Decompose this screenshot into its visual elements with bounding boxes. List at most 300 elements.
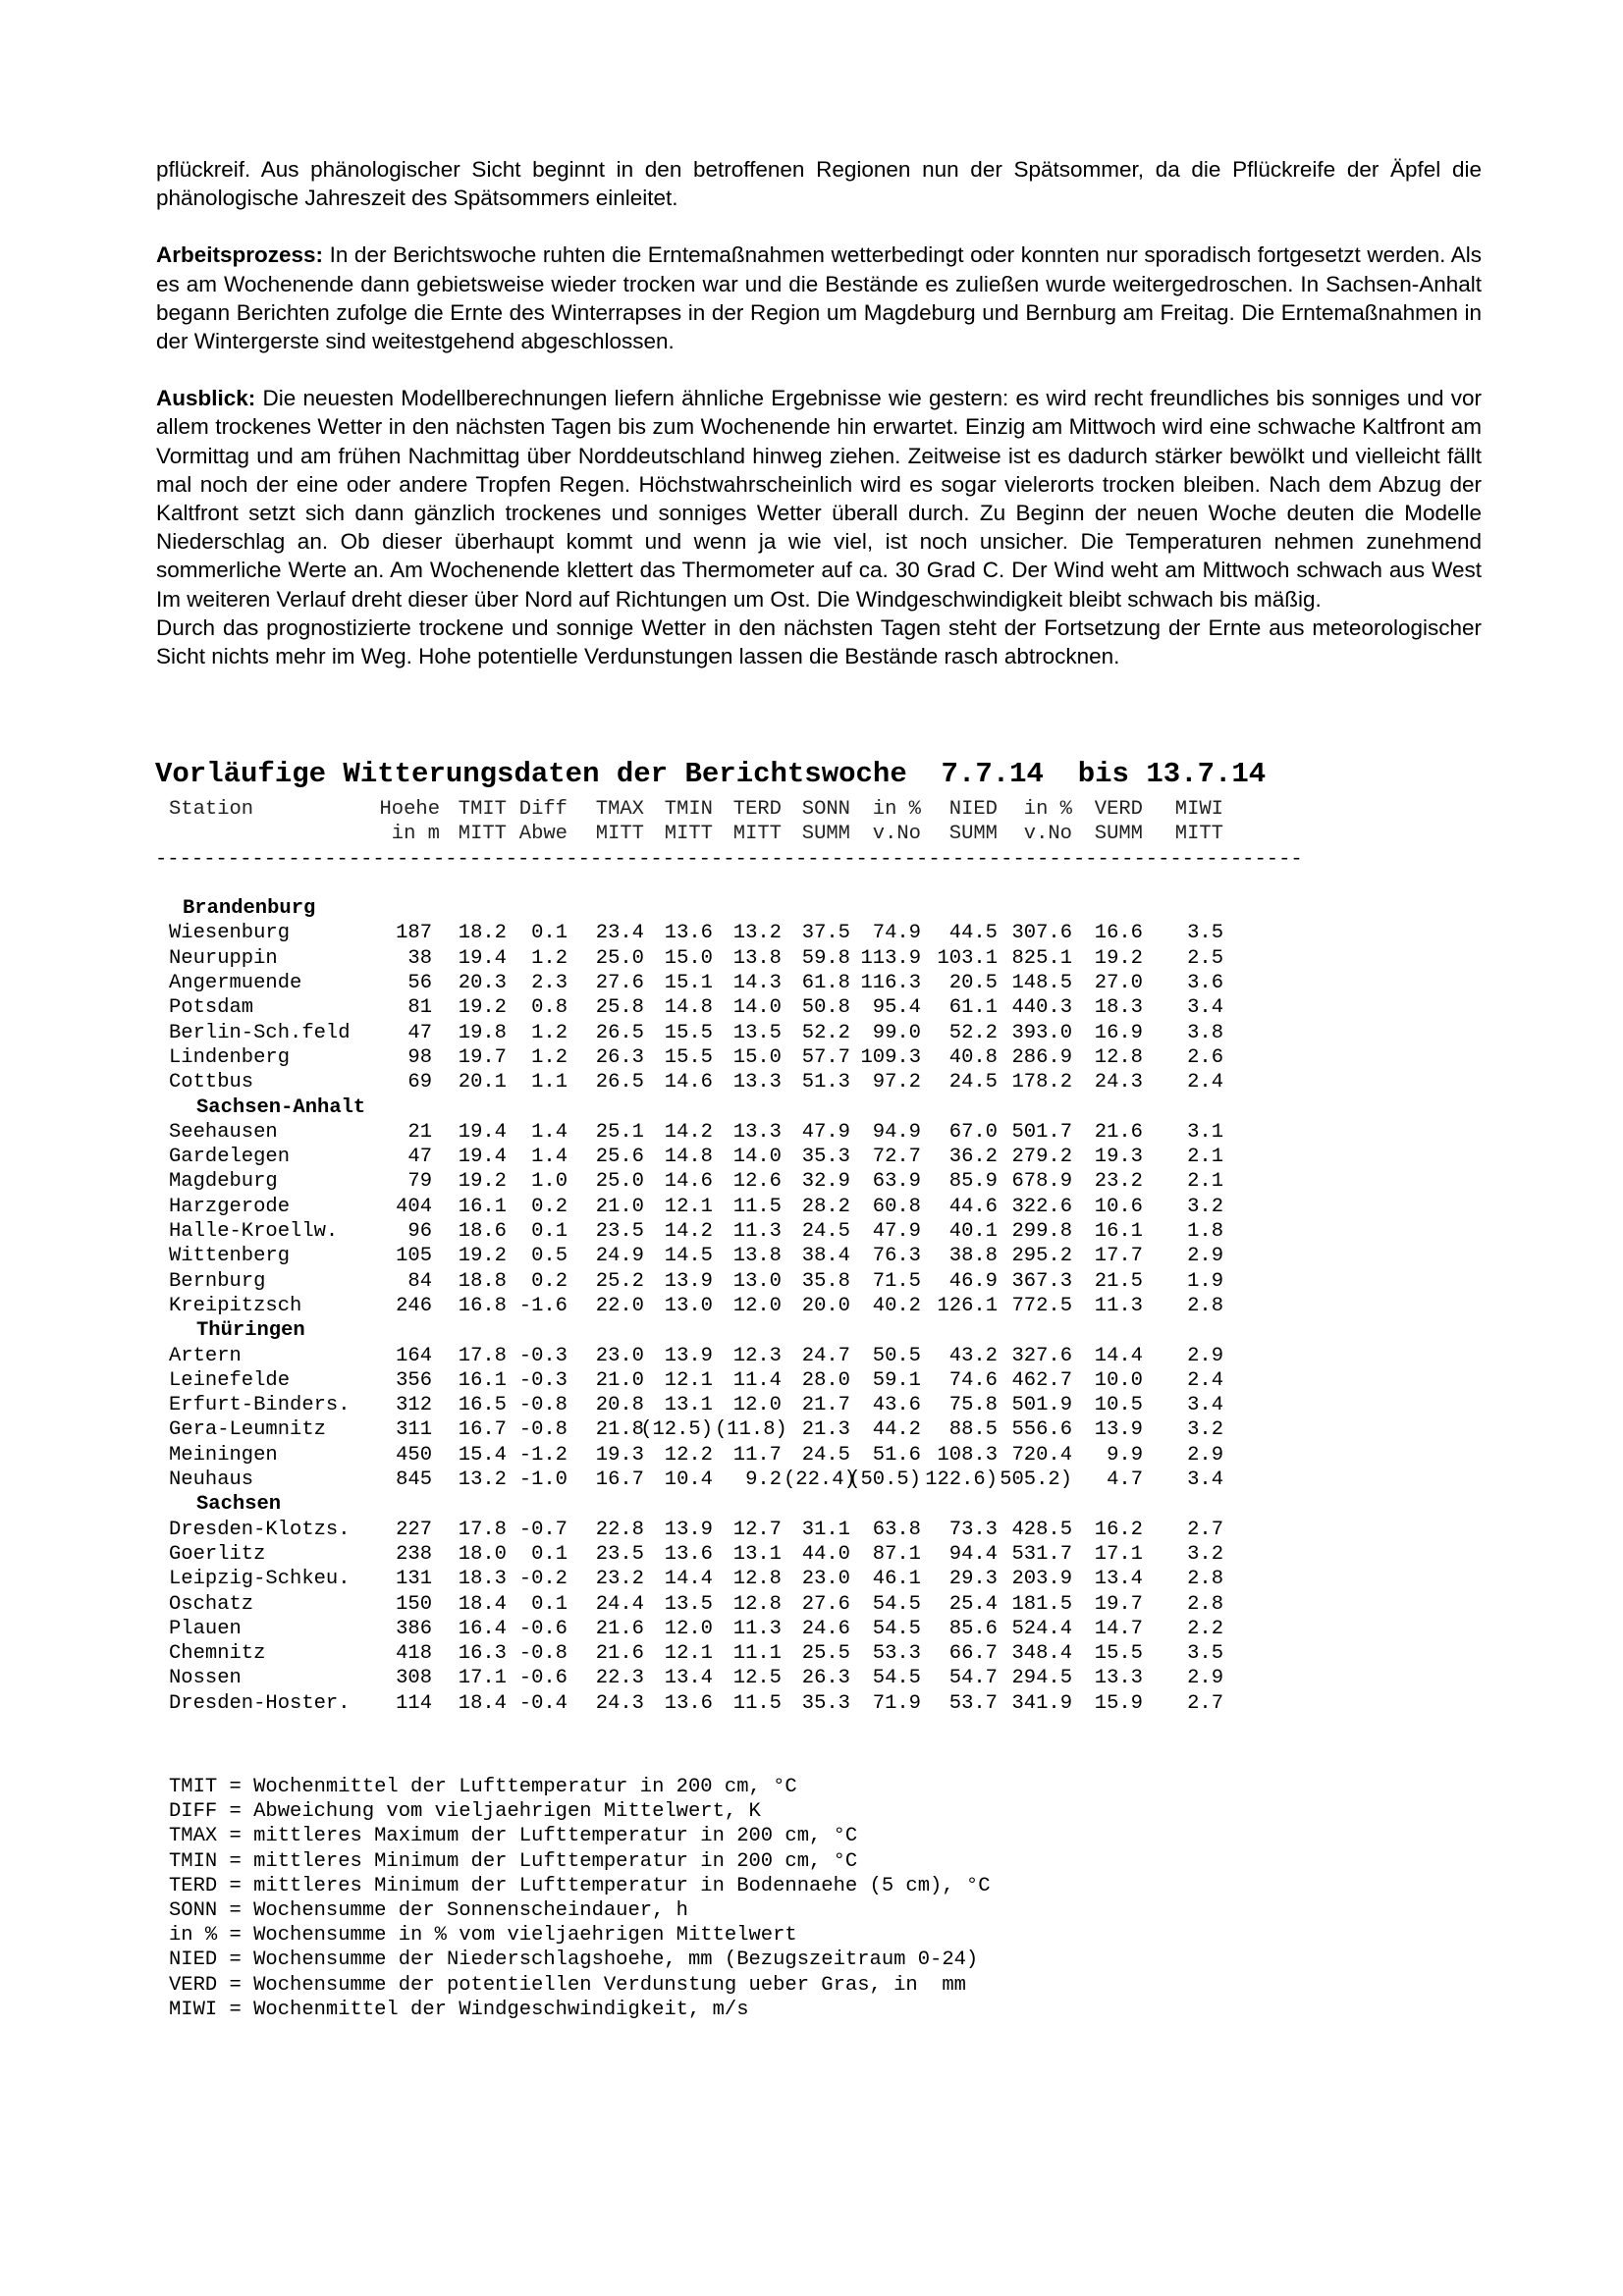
table-row-nied: 54.7	[948, 1667, 998, 1690]
table-row-hoehe: 187	[396, 922, 432, 945]
table-row-tmit: 16.8	[458, 1294, 507, 1317]
table-row-diff: 0.5	[531, 1245, 568, 1268]
paragraph-ausblick	[156, 384, 1482, 614]
table-row-tmit: 19.2	[458, 1245, 507, 1268]
table-row-tmin: 13.6	[664, 1542, 713, 1566]
table-row-verd: 13.4	[1094, 1568, 1143, 1591]
table-row-hoehe: 238	[396, 1542, 432, 1566]
table-row-tmax: 16.7	[595, 1468, 644, 1492]
table-row-nied-pct: 678.9	[1011, 1170, 1072, 1194]
table-row-sonn: 24.5	[801, 1220, 850, 1244]
table-row-tmax: 23.5	[595, 1542, 644, 1566]
table-row-terd: 13.8	[732, 946, 782, 970]
table-row	[155, 1417, 1333, 1442]
table-row-nied: 61.1	[948, 996, 998, 1020]
table-row-station: Meiningen	[169, 1443, 278, 1467]
table-row-diff: -0.4	[518, 1691, 568, 1715]
table-row-sonn-pct: 51.6	[872, 1443, 921, 1467]
legend-line: MIWI = Wochenmittel der Windgeschwindigkeit, m/s	[169, 1998, 749, 2021]
table-row-nied: 20.5	[948, 972, 998, 995]
table-row-nied: 25.4	[948, 1592, 998, 1616]
table-row-station: Lindenberg	[169, 1045, 291, 1069]
header-subrow-verd: SUMM	[1094, 823, 1143, 846]
table-row	[155, 1641, 1333, 1666]
table-row-sonn-pct: 71.9	[872, 1691, 921, 1715]
table-row-nied-pct: 825.1	[1011, 946, 1072, 970]
ausblick-heading: Ausblick:	[156, 386, 256, 411]
table-row-nied: 67.0	[948, 1120, 998, 1144]
table-row-diff: 0.2	[531, 1195, 568, 1218]
table-row-tmin: 13.9	[664, 1269, 713, 1293]
table-row	[155, 1617, 1333, 1641]
region-name: Thüringen	[196, 1319, 305, 1343]
table-row-miwi: 2.8	[1187, 1592, 1223, 1616]
table-row	[155, 1294, 1333, 1318]
table-row-miwi: 2.1	[1187, 1170, 1223, 1194]
table-row-sonn: 24.6	[801, 1617, 850, 1640]
table-row-terd: 11.3	[732, 1220, 782, 1244]
table-row-terd: 11.5	[732, 1195, 782, 1218]
table-row-station: Magdeburg	[169, 1170, 278, 1194]
table-row-sonn: 50.8	[801, 996, 850, 1020]
table-row-nied-pct: 178.2	[1011, 1071, 1072, 1095]
table-row-tmax: 24.3	[595, 1691, 644, 1715]
table-row-tmax: 20.8	[595, 1394, 644, 1417]
table-row	[155, 1021, 1333, 1045]
table-row-verd: 11.3	[1094, 1294, 1143, 1317]
table-row-station: Oschatz	[169, 1592, 254, 1616]
legend-line: SONN = Wochensumme der Sonnenscheindauer, h	[169, 1899, 688, 1923]
table-row-sonn-pct: 63.9	[872, 1170, 921, 1194]
table-row-verd: 21.5	[1094, 1269, 1143, 1293]
table-row-tmax: 22.8	[595, 1518, 644, 1541]
table-row-tmit: 18.0	[458, 1542, 507, 1566]
table-row-miwi: 3.8	[1187, 1021, 1223, 1044]
table-row-terd: 13.3	[732, 1071, 782, 1095]
table-row-tmit: 19.8	[458, 1021, 507, 1044]
header-row-miwi: MIWI	[1174, 798, 1223, 821]
table-row-miwi: 1.8	[1187, 1220, 1223, 1244]
table-row-diff: -0.6	[518, 1617, 568, 1640]
table-row-sonn: 47.9	[801, 1120, 850, 1144]
table-row-sonn-pct: 40.2	[872, 1294, 921, 1317]
header-subrow-tmin: MITT	[664, 823, 713, 846]
table-row	[155, 1070, 1333, 1095]
arbeitsprozess-body: In der Berichtswoche ruhten die Erntemaßnahmen wetterbedingt oder konnten nur sporadisch fortgesetzt werden. Als es am Wochenende dann gebietsweise wieder trocken war und die Bestände es zuließen wurde weitergedroschen. In Sachsen-Anhalt begann Berichten zufolge die Ernte des Winterrapses in der Region um Magdeburg und Bernburg am Freitag. Die Erntemaßnahmen in der Wintergerste sind weitestgehend abgeschlossen.	[156, 242, 1482, 354]
table-row-tmit: 19.2	[458, 996, 507, 1020]
table-row-miwi: 2.8	[1187, 1568, 1223, 1591]
table-row-hoehe: 227	[396, 1518, 432, 1541]
region-name: Brandenburg	[183, 897, 316, 921]
table-row-tmax: 21.0	[595, 1195, 644, 1218]
table-row-nied-pct: 462.7	[1011, 1368, 1072, 1392]
header-subrow-tmax: MITT	[595, 823, 644, 846]
table-row-tmax: 25.8	[595, 996, 644, 1020]
table-row-sonn-pct: 95.4	[872, 996, 921, 1020]
table-row-tmax: 23.4	[595, 922, 644, 945]
region-heading	[155, 1095, 1333, 1120]
table-row-station: Nossen	[169, 1667, 242, 1690]
table-row-tmit: 19.4	[458, 1146, 507, 1169]
table-row	[155, 1468, 1333, 1492]
table-row-nied: 52.2	[948, 1021, 998, 1044]
table-row-station: Goerlitz	[169, 1542, 266, 1566]
table-row-verd: 13.3	[1094, 1667, 1143, 1690]
table-row-nied-pct: 181.5	[1011, 1592, 1072, 1616]
table-row	[155, 1542, 1333, 1567]
table-row-station: Harzgerode	[169, 1195, 291, 1218]
table-row-miwi: 3.2	[1187, 1542, 1223, 1566]
table-row-nied-pct: 428.5	[1011, 1518, 1072, 1541]
arbeitsprozess-heading: Arbeitsprozess:	[156, 242, 324, 268]
table-row-tmit: 17.8	[458, 1344, 507, 1367]
table-row-terd: 12.6	[732, 1170, 782, 1194]
table-row-diff: -0.8	[518, 1418, 568, 1442]
table-row-sonn: 38.4	[801, 1245, 850, 1268]
header-row-tmax: TMAX	[595, 798, 644, 821]
table-row	[155, 1368, 1333, 1393]
table-row-nied: 46.9	[948, 1269, 998, 1293]
table-row-diff: -0.3	[518, 1368, 568, 1392]
table-row-nied-pct: 327.6	[1011, 1344, 1072, 1367]
table-row-terd: 11.4	[732, 1368, 782, 1392]
table-row-miwi: 2.4	[1187, 1071, 1223, 1095]
table-row-terd: 12.0	[732, 1294, 782, 1317]
table-row-verd: 16.9	[1094, 1021, 1143, 1044]
table-row-sonn-pct: 72.7	[872, 1146, 921, 1169]
table-row-diff: 0.1	[531, 1542, 568, 1566]
table-row-nied: 29.3	[948, 1568, 998, 1591]
table-row-miwi: 2.9	[1187, 1667, 1223, 1690]
table-row-hoehe: 131	[396, 1568, 432, 1591]
table-row-sonn-pct: 54.5	[872, 1667, 921, 1690]
table-row-hoehe: 38	[407, 946, 432, 970]
table-row-tmax: 22.0	[595, 1294, 644, 1317]
table-row-nied-pct: 295.2	[1011, 1245, 1072, 1268]
table-row-nied-pct: 501.9	[1011, 1394, 1072, 1417]
table-row-station: Angermuende	[169, 972, 302, 995]
table-row-diff: -0.8	[518, 1642, 568, 1666]
table-row-terd: 12.8	[732, 1568, 782, 1591]
table-row-tmin: 10.4	[664, 1468, 713, 1492]
table-row-terd: 12.5	[732, 1667, 782, 1690]
table-row-verd: 13.9	[1094, 1418, 1143, 1442]
separator-line	[155, 847, 1333, 872]
table-row-hoehe: 845	[396, 1468, 432, 1492]
table-row-nied: 126.1	[937, 1294, 998, 1317]
header-row-terd: TERD	[732, 798, 782, 821]
header-row-station: Station	[169, 798, 254, 821]
table-row-tmin: 12.1	[664, 1368, 713, 1392]
table-row	[155, 1244, 1333, 1268]
table-row-diff: 1.4	[531, 1146, 568, 1169]
weather-table	[155, 797, 1333, 1716]
table-row-sonn: 27.6	[801, 1592, 850, 1616]
table-row-hoehe: 164	[396, 1344, 432, 1367]
table-row-sonn-pct: 46.1	[872, 1568, 921, 1591]
table-row-tmin: 14.6	[664, 1170, 713, 1194]
table-row-tmin: 13.6	[664, 922, 713, 945]
table-row-tmax: 24.9	[595, 1245, 644, 1268]
table-row-nied-pct: 348.4	[1011, 1642, 1072, 1666]
table-row-miwi: 2.5	[1187, 946, 1223, 970]
table-row-hoehe: 21	[407, 1120, 432, 1144]
table-row-nied: 74.6	[948, 1368, 998, 1392]
table-row	[155, 1567, 1333, 1591]
table-row-verd: 27.0	[1094, 972, 1143, 995]
table-row-verd: 4.7	[1107, 1468, 1143, 1492]
table-row-nied: 24.5	[948, 1071, 998, 1095]
table-row-sonn: 23.0	[801, 1568, 850, 1591]
table-row-station: Neuruppin	[169, 946, 278, 970]
table-row-miwi: 2.7	[1187, 1518, 1223, 1541]
header-subrow-diff: Abwe	[518, 823, 568, 846]
table-row-tmin: 13.4	[664, 1667, 713, 1690]
table-row-terd: 14.0	[732, 996, 782, 1020]
table-row-nied-pct: 299.8	[1011, 1220, 1072, 1244]
header-row-nied-pct: in %	[1023, 798, 1072, 821]
table-row-terd: 14.3	[732, 972, 782, 995]
table-row-tmax: 23.5	[595, 1220, 644, 1244]
table-row-nied: 94.4	[948, 1542, 998, 1566]
table-row-verd: 19.3	[1094, 1146, 1143, 1169]
table-row-tmit: 16.4	[458, 1617, 507, 1640]
table-row-diff: -1.2	[518, 1443, 568, 1467]
table-row-diff: -0.7	[518, 1518, 568, 1541]
table-row-tmax: 26.3	[595, 1045, 644, 1069]
table-row-station: Potsdam	[169, 996, 254, 1020]
table-row-verd: 10.0	[1094, 1368, 1143, 1392]
table-row-hoehe: 47	[407, 1146, 432, 1169]
table-row-tmit: 20.1	[458, 1071, 507, 1095]
table-row	[155, 1195, 1333, 1219]
table-row-station: Wiesenburg	[169, 922, 291, 945]
table-row	[155, 1344, 1333, 1368]
table-row-hoehe: 356	[396, 1368, 432, 1392]
table-row-sonn-pct: 59.1	[872, 1368, 921, 1392]
table-row-sonn: 32.9	[801, 1170, 850, 1194]
report-text	[156, 155, 1482, 670]
table-row-tmin: 12.2	[664, 1443, 713, 1467]
table-row-tmin: 14.8	[664, 1146, 713, 1169]
table-row-hoehe: 56	[407, 972, 432, 995]
table-row-tmin: 14.4	[664, 1568, 713, 1591]
table-row-verd: 19.7	[1094, 1592, 1143, 1616]
table-row-nied: 40.8	[948, 1045, 998, 1069]
table-row-diff: 0.2	[531, 1269, 568, 1293]
table-row-tmin: 13.6	[664, 1691, 713, 1715]
table-row-sonn: 31.1	[801, 1518, 850, 1541]
table-row-tmin: 14.6	[664, 1071, 713, 1095]
table-row-sonn: 59.8	[801, 946, 850, 970]
header-row	[155, 797, 1333, 822]
table-row-verd: 15.5	[1094, 1642, 1143, 1666]
table-row-tmax: 23.0	[595, 1344, 644, 1367]
paragraph-fazit: Durch das prognostizierte trockene und sonnige Wetter in den nächsten Tagen steht der Fortsetzung der Ernte aus meteorologischer Sicht nichts mehr im Weg. Hohe potentielle Verdunstungen lassen die Bestände rasch abtrocknen.	[156, 614, 1482, 669]
table-row-nied: 103.1	[937, 946, 998, 970]
table-row-sonn: (22.4)	[784, 1468, 856, 1492]
table-row-diff: -0.3	[518, 1344, 568, 1367]
table-row-tmax: 25.6	[595, 1146, 644, 1169]
ausblick-body: Die neuesten Modellberechnungen liefern ähnliche Ergebnisse wie gestern: es wird recht freundliches bis sonniges und vor allem trockenes Wetter in den nächsten Tagen bis zum Wochenende hin erwartet. Einzig am Mittwoch wird eine schwache Kaltfront am Vormittag und am frühen Nachmittag über Norddeutschland hinweg ziehen. Zeitweise ist es dadurch stärker bewölkt und vielleicht fällt mal noch der eine oder andere Tropfen Regen. Höchstwahrscheinlich wird es sogar vielerorts trocken bleiben. Nach dem Abzug der Kaltfront setzt sich dann gänzlich trockenes und sonniges Wetter überall durch. Zu Beginn der neuen Woche deuten die Modelle Niederschlag an. Ob dieser überhaupt kommt und wenn ja wie viel, ist noch unsicher. Die Temperaturen nehmen zunehmend sommerliche Werte an. Am Wochenende klettert das Thermometer auf ca. 30 Grad C. Der Wind weht am Mittwoch schwach aus West Im weiteren Verlauf dreht dieser über Nord auf Richtungen um Ost. Die Windgeschwindigkeit bleibt schwach bis mäßig.	[156, 386, 1482, 612]
table-row-station: Seehausen	[169, 1120, 278, 1144]
table-row-tmax: 26.5	[595, 1071, 644, 1095]
table-row-tmin: 12.1	[664, 1642, 713, 1666]
table-row-sonn: 21.7	[801, 1394, 850, 1417]
table-row-diff: 0.1	[531, 922, 568, 945]
table-row-diff: 2.3	[531, 972, 568, 995]
table-row-verd: 16.6	[1094, 922, 1143, 945]
header-subrow-miwi: MITT	[1174, 823, 1223, 846]
spacer	[155, 872, 1333, 896]
table-row-diff: 1.2	[531, 946, 568, 970]
table-row-hoehe: 81	[407, 996, 432, 1020]
table-row-nied-pct: 440.3	[1011, 996, 1072, 1020]
header-row-tmin: TMIN	[664, 798, 713, 821]
table-row	[155, 1269, 1333, 1294]
table-row-miwi: 2.7	[1187, 1691, 1223, 1715]
table-row-sonn: 28.2	[801, 1195, 850, 1218]
table-row-miwi: 2.9	[1187, 1344, 1223, 1367]
table-row-sonn: 52.2	[801, 1021, 850, 1044]
table-row-station: Dresden-Hoster.	[169, 1691, 351, 1715]
table-row-terd: 13.1	[732, 1542, 782, 1566]
table-row-tmax: 26.5	[595, 1021, 644, 1044]
table-row-nied-pct: 279.2	[1011, 1146, 1072, 1169]
table-row-tmin: 15.0	[664, 946, 713, 970]
legend-line: DIFF = Abweichung vom vieljaehrigen Mittelwert, K	[169, 1800, 761, 1824]
table-row-terd: 12.0	[732, 1394, 782, 1417]
table-row-miwi: 3.6	[1187, 972, 1223, 995]
paragraph-arbeitsprozess	[156, 240, 1482, 355]
legend-line: TERD = mittleres Minimum der Lufttemperatur in Bodennaehe (5 cm), °C	[169, 1874, 991, 1897]
table-row-tmit: 19.2	[458, 1170, 507, 1194]
table-row-diff: 1.4	[531, 1120, 568, 1144]
legend-line: TMIN = mittleres Minimum der Lufttemperatur in 200 cm, °C	[169, 1849, 858, 1873]
region-name: Sachsen-Anhalt	[196, 1095, 366, 1119]
table-row-sonn-pct: 71.5	[872, 1269, 921, 1293]
table-row-nied-pct: 294.5	[1011, 1667, 1072, 1690]
table-row-sonn: 61.8	[801, 972, 850, 995]
table-row-nied-pct: 148.5	[1011, 972, 1072, 995]
table-row-diff: -1.6	[518, 1294, 568, 1317]
table-row-nied: 36.2	[948, 1146, 998, 1169]
table-row-nied-pct: 531.7	[1011, 1542, 1072, 1566]
table-row-sonn-pct: 54.5	[872, 1617, 921, 1640]
table-row-nied: 38.8	[948, 1245, 998, 1268]
separator-dashes: -----------------------------------------------------------------------------------------------	[155, 847, 1303, 871]
table-row-sonn-pct: 50.5	[872, 1344, 921, 1367]
table-row-tmin: 13.9	[664, 1344, 713, 1367]
table-row-miwi: 2.8	[1187, 1294, 1223, 1317]
table-row	[155, 1120, 1333, 1145]
table-row-sonn-pct: 116.3	[860, 972, 921, 995]
table-row-sonn: 35.3	[801, 1691, 850, 1715]
table-row-sonn: 21.3	[801, 1418, 850, 1442]
table-row-nied: 88.5	[948, 1418, 998, 1442]
table-row	[155, 1592, 1333, 1617]
table-row-terd: 13.5	[732, 1021, 782, 1044]
header-row-hoehe: Hoehe	[379, 798, 440, 821]
table-row-station: Bernburg	[169, 1269, 266, 1293]
region-name: Sachsen	[196, 1493, 282, 1517]
table-row-sonn-pct: (50.5)	[848, 1468, 921, 1492]
table-row-terd: 12.3	[732, 1344, 782, 1367]
table-row-sonn-pct: 109.3	[860, 1045, 921, 1069]
table-row-sonn: 51.3	[801, 1071, 850, 1095]
table-row-verd: 9.9	[1107, 1443, 1143, 1467]
table-row-station: Erfurt-Binders.	[169, 1394, 351, 1417]
table-row-hoehe: 150	[396, 1592, 432, 1616]
table-row-nied-pct: 524.4	[1011, 1617, 1072, 1640]
table-row-miwi: 2.2	[1187, 1617, 1223, 1640]
table-row-sonn-pct: 60.8	[872, 1195, 921, 1218]
table-row-tmax: 24.4	[595, 1592, 644, 1616]
table-row-diff: 1.2	[531, 1045, 568, 1069]
table-row	[155, 946, 1333, 971]
table-row-miwi: 2.4	[1187, 1368, 1223, 1392]
table-row-tmin: 15.1	[664, 972, 713, 995]
header-subrow-tmit: MITT	[458, 823, 507, 846]
table-row-terd: 9.2	[745, 1468, 782, 1492]
table-row-tmin: 13.1	[664, 1394, 713, 1417]
table-row-diff: 0.8	[531, 996, 568, 1020]
table-row-hoehe: 386	[396, 1617, 432, 1640]
table-row-tmin: 13.9	[664, 1518, 713, 1541]
table-row-tmit: 18.2	[458, 922, 507, 945]
table-row-terd: 12.8	[732, 1592, 782, 1616]
table-row-tmit: 19.4	[458, 1120, 507, 1144]
table-row-diff: -0.6	[518, 1667, 568, 1690]
table-row-sonn: 25.5	[801, 1642, 850, 1666]
table-row	[155, 1518, 1333, 1542]
table-row-sonn-pct: 44.2	[872, 1418, 921, 1442]
region-heading	[155, 1492, 1333, 1517]
table-row-sonn: 35.8	[801, 1269, 850, 1293]
table-row-sonn-pct: 74.9	[872, 922, 921, 945]
table-row-station: Kreipitzsch	[169, 1294, 302, 1317]
table-row-diff: 1.0	[531, 1170, 568, 1194]
table-row-terd: 11.1	[732, 1642, 782, 1666]
table-row-verd: 24.3	[1094, 1071, 1143, 1095]
legend-line: VERD = Wochensumme der potentiellen Verdunstung ueber Gras, in mm	[169, 1973, 966, 1997]
table-row-tmax: 25.0	[595, 946, 644, 970]
table-row-tmax: 21.0	[595, 1368, 644, 1392]
table-row-miwi: 2.9	[1187, 1443, 1223, 1467]
table-row-miwi: 2.6	[1187, 1045, 1223, 1069]
table-row-sonn: 24.5	[801, 1443, 850, 1467]
table-row-hoehe: 84	[407, 1269, 432, 1293]
table-title: Vorläufige Witterungsdaten der Berichtswoche 7.7.14 bis 13.7.14	[155, 758, 1267, 790]
table-row-miwi: 3.2	[1187, 1195, 1223, 1218]
table-row-tmin: 13.0	[664, 1294, 713, 1317]
table-row-tmax: 21.6	[595, 1617, 644, 1640]
table-row-nied-pct: 203.9	[1011, 1568, 1072, 1591]
table-row-tmit: 15.4	[458, 1443, 507, 1467]
table-row-verd: 19.2	[1094, 946, 1143, 970]
table-row-nied: 43.2	[948, 1344, 998, 1367]
table-row-tmit: 18.8	[458, 1269, 507, 1293]
table-row-nied: 66.7	[948, 1642, 998, 1666]
header-subrow-sonn: SUMM	[801, 823, 850, 846]
table-row-hoehe: 47	[407, 1021, 432, 1044]
table-row-tmit: 18.6	[458, 1220, 507, 1244]
table-row-tmit: 19.4	[458, 946, 507, 970]
table-row-nied-pct: 322.6	[1011, 1195, 1072, 1218]
table-row-sonn: 44.0	[801, 1542, 850, 1566]
table-row-station: Gardelegen	[169, 1146, 291, 1169]
table-row-nied-pct: 393.0	[1011, 1021, 1072, 1044]
